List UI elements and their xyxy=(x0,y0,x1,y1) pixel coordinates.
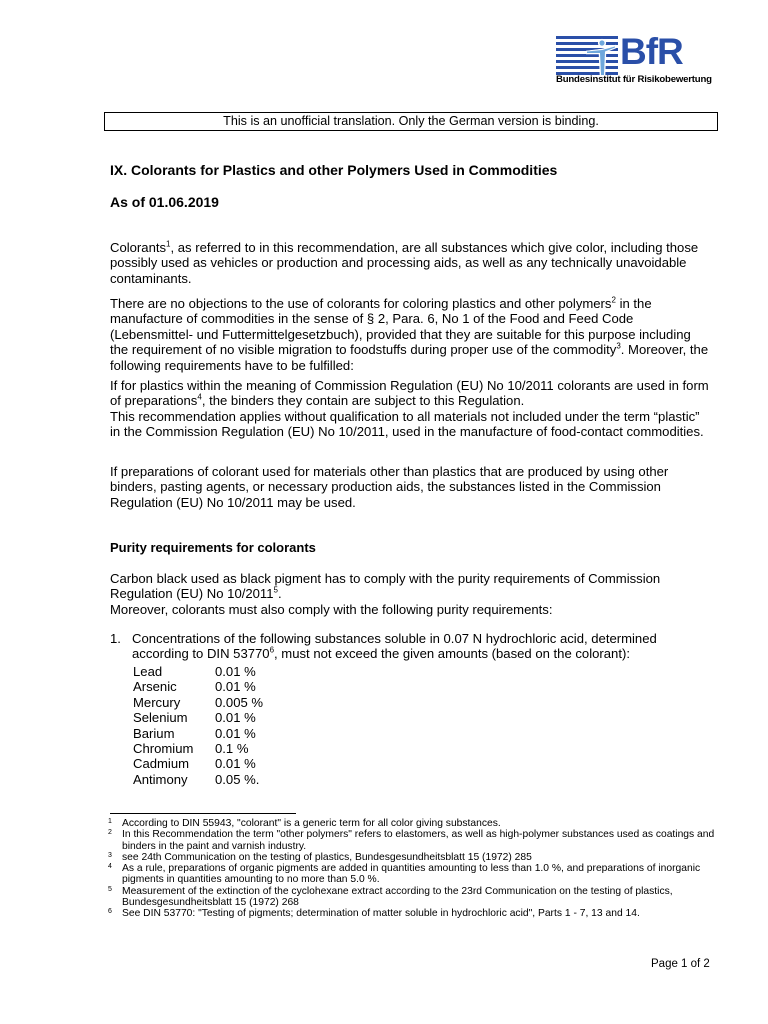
footnote-item: 2 In this Recommendation the term "other polymers" refers to elastomers, as well as high-polymer substances used as coatings and binders in the paint and varnish industry. xyxy=(108,829,715,852)
purity-heading: Purity requirements for colorants xyxy=(110,540,316,555)
footnote-ref-2[interactable]: 2 xyxy=(611,295,616,305)
list-item-text: Concentrations of the following substances soluble in 0.07 N hydrochloric acid, determined according to DIN 53770$^6$, must not exceed the given amounts (based on the colorant): xyxy=(132,631,657,662)
paragraph-plastics: If for plastics within the meaning of Commission Regulation (EU) No 10/2011 colorants are used in form of preparations$^4$, the binders they contain are subject to this Regulation. This recommendation applies without qualification to all materials not included under the term “plastic” in the Commission Regulation (EU) No 10/2011, used in the manufacture of food-contact commodities. xyxy=(110,378,709,440)
paragraph-colorants: Colorants$^1$, as referred to in this recommendation, are all substances which give color, including those possibly used as vehicles or production and processing aids, as well as any technically unavoidable contaminants. xyxy=(110,239,699,286)
footnote-item: 5 Measurement of the extinction of the cyclohexane extract according to the 23rd Communication on the testing of plastics, Bundesgesundheitsblatt 15 (1972) 268 xyxy=(108,885,673,909)
paragraph-carbon-black: Carbon black used as black pigment has to comply with the purity requirements of Commission Regulation (EU) No 10/2011$^5$. Moreover, colorants must also comply with the following purity requirements: xyxy=(110,571,710,617)
document-page: BfR Bundesinstitut für Risikobewertung This is an unofficial translation. Only the German version is binding. IX. Colorants for Plastics and other Polymers Used in Commodities As of 01.06.2019 Colorants$^1$, as referred to in this recommendation, are all substances which give color, including those possibly used as vehicles or production and processing aids, as well as any technically unavoidable contaminants. There are no objections to the use of colorants for coloring plastics and other polymers$^2$ in the manufacture of commodities in the sense of § 2, Para. 6, No 1 of the Food and Feed Code (Lebensmittel- und Futtermittelgesetzbuch), provided that they are suitable for this purpose including the requirement of no visible migration to foodstuffs during proper use of the commodity$^3$. Moreover, the following requirements have to be fulfilled: If for plastics within the meaning of Commission Regulation (EU) No 10/2011 colorants are used in form of preparations$^4$, the binders they contain are subject to this Regulation. This recommendation applies without qualification to all materials not included under the term “plastic” in the Commission Regulation (EU) No 10/2011, used in the manufacture of food-contact commodities. If preparations of colorant used for materials other than plastics that are produced by using other binders, pasting agents, or necessary production aids, the substances listed in the Commission Regulation (EU) No 10/2011 may be used. Purity requirements for colorants Carbon black used as black pigment has to comply with the purity requirements of Commission Regulation (EU) No 10/2011$^5$. Moreover, colorants must also comply with the following purity requirements: 1. Concentrations of the following substances soluble in 0.07 N hydrochloric acid, determined according to DIN 53770$^6$, must not exceed the given amounts (based on the colorant): Lead 0.01 % Arsenic 0.01 % Mercury 0.005 % Selenium 0.01 % Barium 0.01 % Chromium 0.1 % Cadmium 0.01 % Antimony 0.05 %. 1 According to DIN 55943, "colorant" is a generic term for all color giving substances. 2 In this Recommendation the term "other polymers" refers to elastomers, as well as high-polymer substances used as coatings and binders in the paint and varnish industry. 3 see 24th Communication on the testing of plastics, Bundesgesundheitsblatt 15 (1972) 285 4 As a rule, preparations of organic pigments are added in quantities amounting to less than 1.0 %, and preparations of inorganic pigments in quantities amounting to no more than 5.0 %. 5 Measurement of the extinction of the cyclohexane extract according to the 23rd Communication on the testing of plastics, Bundesgesundheitsblatt 15 (1972) 268 6 See DIN 53770: "Testing of pigments; determination of matter soluble in hydrochloric acid", Parts 1 - 7, 13 and 14. Page 1 of 2 xyxy=(0,0,768,1024)
paragraph-objections: There are no objections to the use of colorants for coloring plastics and other polymers$^2$ in the manufacture of commodities in the sense of § 2, Para. 6, No 1 of the Food and Feed Code (Lebensmittel- und Futtermittelgesetzbuch), provided that they are suitable for this purpose including the requirement of no visible migration to foodstuffs during proper use of the commodity$^3$. Moreover, the following requirements have to be fulfilled: xyxy=(110,295,709,373)
page-title: IX. Colorants for Plastics and other Polymers Used in Commodities xyxy=(110,162,558,178)
footnote-item: 4 As a rule, preparations of organic pigments are added in quantities amounting to less than 1.0 %, and preparations of inorganic pigments in quantities amounting to no more than 5.0 %. xyxy=(108,863,701,886)
footnote-ref-6[interactable]: 6 xyxy=(269,646,275,656)
footnote-ref-5[interactable]: 5 xyxy=(273,586,278,596)
footnote-ref-3[interactable]: 3 xyxy=(616,341,621,351)
footnote-ref-1[interactable]: 1 xyxy=(166,239,171,249)
list-item-number: 1. xyxy=(110,631,121,646)
translation-disclaimer: This is an unofficial translation. Only the German version is binding. xyxy=(104,112,718,131)
footnote-item: 6 See DIN 53770: "Testing of pigments; determination of matter soluble in hydrochloric acid", Parts 1 - 7, 13 and 14. xyxy=(108,908,640,920)
paragraph-scope: This recommendation applies without qualification to all materials not included under the term “plastic” in the Commission Regulation (EU) No 10/2011, used in the manufacture of food-contact commodities. xyxy=(110,408,704,440)
footnote-ref-4[interactable]: 4 xyxy=(197,393,202,403)
paragraph-preparations: If preparations of colorant used for materials other than plastics that are produced by using other binders, pasting agents, or necessary production aids, the substances listed in the Commission Regulation (EU) No 10/2011 may be used. xyxy=(110,464,669,510)
footnotes xyxy=(108,818,718,920)
bfr-brand: BfR xyxy=(620,31,683,72)
page-number: Page 1 of 2 xyxy=(651,958,710,970)
paragraph-moreover: Moreover, colorants must also comply with the following purity requirements: xyxy=(110,601,553,617)
bfr-logo-icon xyxy=(556,36,618,76)
bfr-logo xyxy=(556,30,714,88)
footnote-item: 3 see 24th Communication on the testing of plastics, Bundesgesundheitsblatt 15 (1972) 285 xyxy=(108,851,532,863)
as-of-date: As of 01.06.2019 xyxy=(110,194,219,210)
footnote-item: 1 According to DIN 55943, "colorant" is a generic term for all color giving substances. xyxy=(108,818,501,829)
bfr-subtitle: Bundesinstitut für Risikobewertung xyxy=(556,74,712,85)
footnote-divider xyxy=(110,813,296,814)
